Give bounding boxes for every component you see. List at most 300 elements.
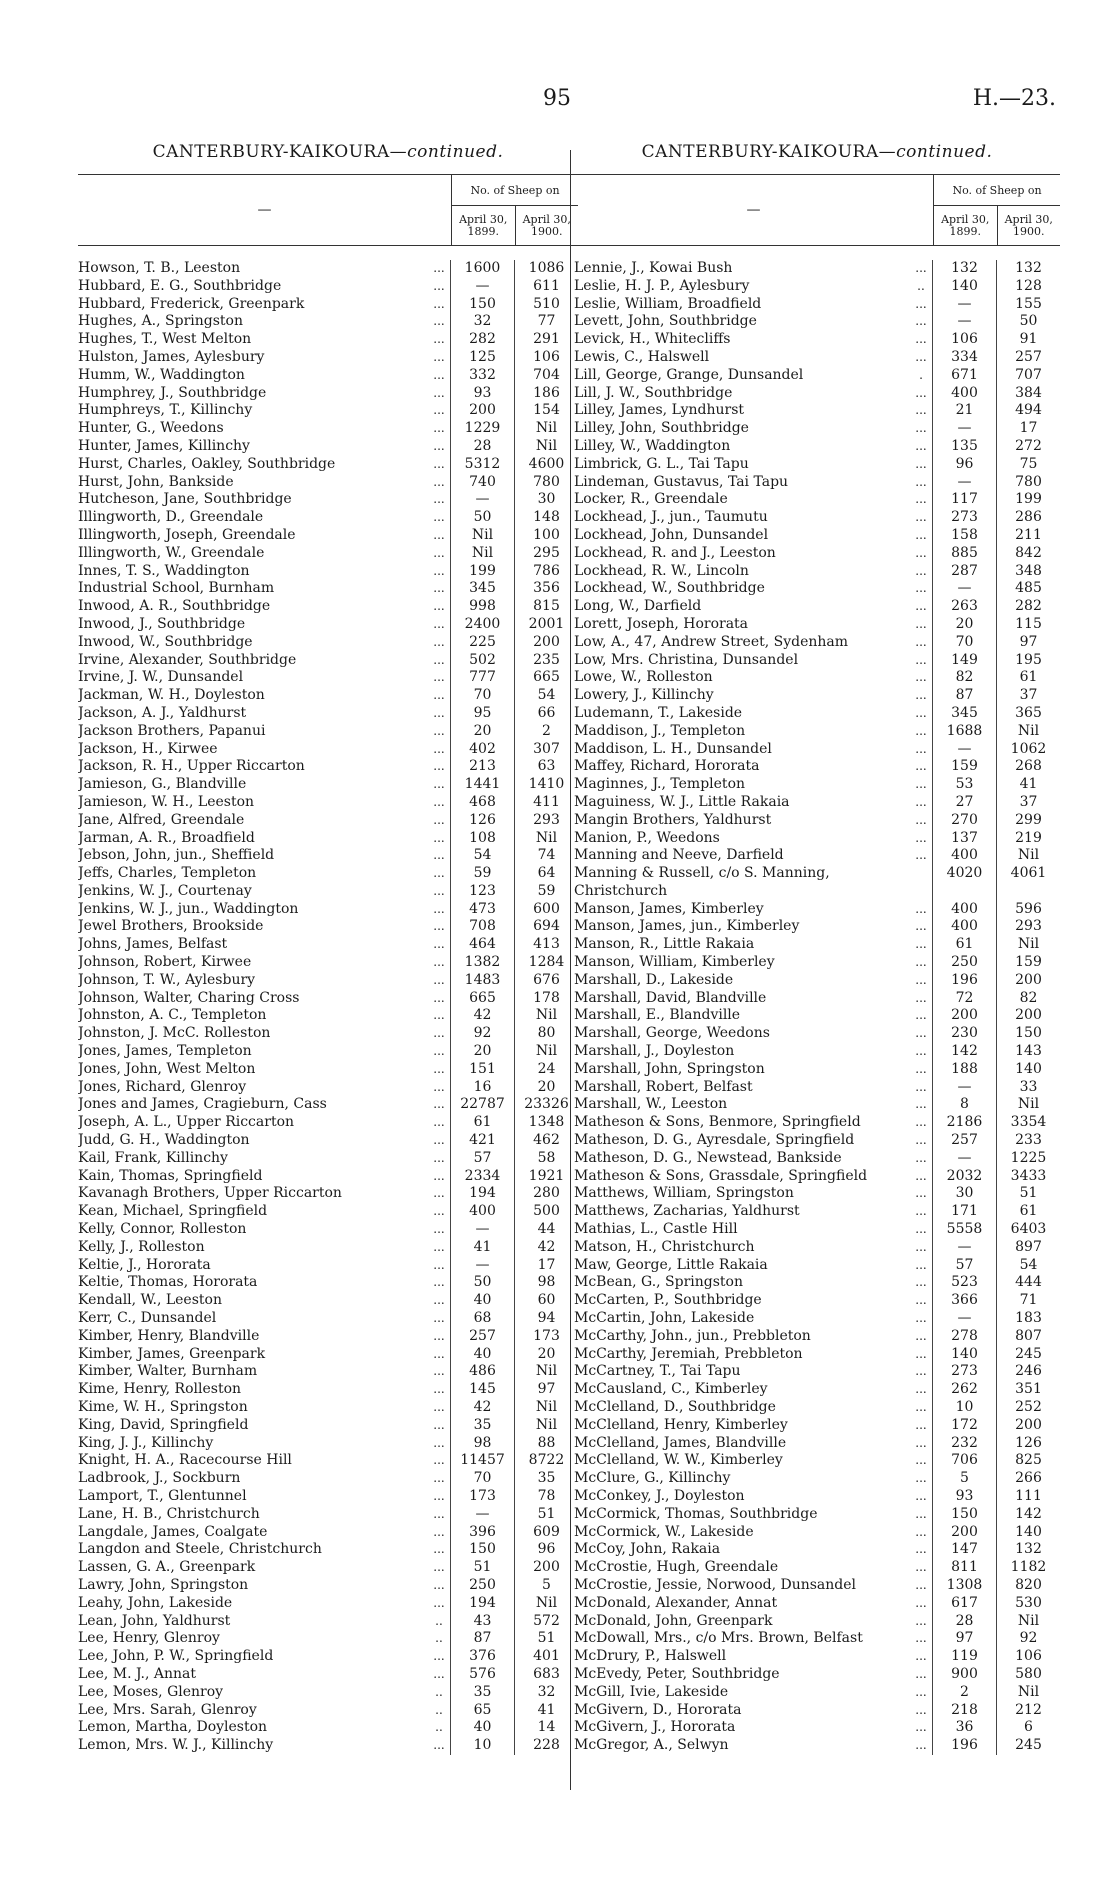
table-row xyxy=(574,1648,1060,1666)
sheep-1900: 211 xyxy=(996,527,1060,545)
sheep-1900: 150 xyxy=(996,1025,1060,1043)
sheep-1900: 37 xyxy=(996,687,1060,705)
owner-name-text: Kavanagh Brothers, Upper Riccarton xyxy=(78,1185,342,1202)
owner-name xyxy=(574,527,910,545)
table-row xyxy=(78,1061,578,1079)
owner-name xyxy=(78,1595,428,1613)
leader-dots: ... xyxy=(915,1008,927,1023)
table-row xyxy=(78,687,578,705)
owner-name xyxy=(574,349,910,367)
table-row xyxy=(78,491,578,509)
sheep-1899: 150 xyxy=(450,296,514,314)
sheep-1900: 233 xyxy=(996,1132,1060,1150)
sheep-1899: 1229 xyxy=(450,420,514,438)
sheep-1900: 596 xyxy=(996,901,1060,919)
leader-dots: ... xyxy=(915,1364,927,1379)
sheep-1899: 1308 xyxy=(932,1577,996,1595)
owner-name-text: Humm, W., Waddington xyxy=(78,366,245,383)
leader-dots: ... xyxy=(433,314,445,329)
table-row xyxy=(574,830,1060,848)
table-row xyxy=(78,883,578,901)
table-row xyxy=(574,865,1060,901)
left-header-1899: April 30, 1899. xyxy=(459,212,508,238)
sheep-1900: Nil xyxy=(514,438,578,456)
sheep-1899: 400 xyxy=(932,385,996,403)
owner-name-text: McEvedy, Peter, Southbridge xyxy=(574,1665,780,1682)
owner-name xyxy=(574,1274,910,1292)
table-row xyxy=(574,1506,1060,1524)
sheep-1899: 57 xyxy=(932,1257,996,1275)
sheep-1900: Nil xyxy=(514,1043,578,1061)
leader-dots: ... xyxy=(433,1275,445,1290)
leader-dots: ... xyxy=(915,1026,927,1041)
table-row xyxy=(574,776,1060,794)
sheep-1899: 158 xyxy=(932,527,996,545)
owner-name-text: Hughes, T., West Melton xyxy=(78,331,252,348)
table-row xyxy=(78,1470,578,1488)
table-row xyxy=(78,1114,578,1132)
leader-dots: ... xyxy=(915,474,927,489)
sheep-1899: — xyxy=(932,313,996,331)
sheep-1900: Nil xyxy=(996,847,1060,865)
leader-dots: ... xyxy=(915,1560,927,1575)
owner-name-text: McConkey, J., Doyleston xyxy=(574,1487,745,1504)
owner-name-text: Kain, Thomas, Springfield xyxy=(78,1167,263,1184)
table-row xyxy=(78,1096,578,1114)
sheep-1900: 14 xyxy=(514,1719,578,1737)
sheep-1899: — xyxy=(932,741,996,759)
owner-name xyxy=(574,758,910,776)
table-row xyxy=(574,313,1060,331)
owner-name xyxy=(78,313,428,331)
owner-name-text: Lemon, Mrs. W. J., Killinchy xyxy=(78,1737,274,1754)
leader-dots: ... xyxy=(433,1097,445,1112)
owner-name-text: Jane, Alfred, Greendale xyxy=(78,811,245,828)
owner-name xyxy=(78,1132,428,1150)
sheep-1899: 28 xyxy=(932,1613,996,1631)
sheep-1899: — xyxy=(450,491,514,509)
table-row xyxy=(574,438,1060,456)
page-number: 95 xyxy=(543,86,571,111)
owner-name-text: Kelly, J., Rolleston xyxy=(78,1238,205,1255)
sheep-1900: Nil xyxy=(996,723,1060,741)
owner-name-text: Lilley, James, Lyndhurst xyxy=(574,402,745,419)
leader-dots: ... xyxy=(433,563,445,578)
table-row xyxy=(574,1524,1060,1542)
owner-name-text: Kimber, Henry, Blandville xyxy=(78,1327,260,1344)
owner-name-text: Kime, Henry, Rolleston xyxy=(78,1381,242,1398)
sheep-1900: 780 xyxy=(514,474,578,492)
sheep-1899: 32 xyxy=(450,313,514,331)
table-row xyxy=(78,954,578,972)
sheep-1899: 402 xyxy=(450,741,514,759)
sheep-1899: 150 xyxy=(932,1506,996,1524)
owner-name-text: McCartney, T., Tai Tapu xyxy=(574,1363,741,1380)
sheep-1900: 572 xyxy=(514,1613,578,1631)
sheep-1899: 5 xyxy=(932,1470,996,1488)
sheep-1900: 64 xyxy=(514,865,578,883)
sheep-1900: 33 xyxy=(996,1079,1060,1097)
owner-name xyxy=(78,1239,428,1257)
owner-name xyxy=(574,954,910,972)
leader-dots: ... xyxy=(915,1186,927,1201)
owner-name xyxy=(78,545,428,563)
table-row xyxy=(78,794,578,812)
owner-name-text: Lill, J. W., Southbridge xyxy=(574,384,733,401)
table-row xyxy=(78,580,578,598)
owner-name xyxy=(78,1737,428,1755)
owner-name-text: McClure, G., Killinchy xyxy=(574,1470,731,1487)
table-row xyxy=(574,1435,1060,1453)
table-row xyxy=(78,1292,578,1310)
table-row xyxy=(78,1346,578,1364)
sheep-1899: 10 xyxy=(450,1737,514,1755)
sheep-1900: 200 xyxy=(996,1417,1060,1435)
owner-name xyxy=(574,794,910,812)
sheep-1900: 1182 xyxy=(996,1559,1060,1577)
table-row xyxy=(574,1328,1060,1346)
leader-dots: ... xyxy=(915,314,927,329)
owner-name-text: Jamieson, W. H., Leeston xyxy=(78,793,255,810)
owner-name-text: Innes, T. S., Waddington xyxy=(78,562,250,579)
sheep-1900: 280 xyxy=(514,1185,578,1203)
sheep-1899: 150 xyxy=(450,1541,514,1559)
sheep-1899: 2 xyxy=(932,1684,996,1702)
owner-name xyxy=(78,1435,428,1453)
sheep-1899: 92 xyxy=(450,1025,514,1043)
owner-name xyxy=(574,1168,910,1186)
owner-name xyxy=(574,509,910,527)
leader-dots: ... xyxy=(915,599,927,614)
owner-name-text: Manion, P., Weedons xyxy=(574,829,720,846)
leader-dots: ... xyxy=(915,1150,927,1165)
sheep-1900: 200 xyxy=(996,972,1060,990)
owner-name xyxy=(574,936,910,954)
owner-name xyxy=(78,1096,428,1114)
owner-name xyxy=(78,1168,428,1186)
leader-dots: ... xyxy=(915,1702,927,1717)
owner-name xyxy=(78,563,428,581)
sheep-1899: 117 xyxy=(932,491,996,509)
sheep-1900: 142 xyxy=(996,1506,1060,1524)
owner-name-text: McCartin, John, Lakeside xyxy=(574,1310,755,1327)
sheep-1899: 42 xyxy=(450,1399,514,1417)
owner-name-text: Jamieson, G., Blandville xyxy=(78,776,247,793)
owner-name-text: Lowe, W., Rolleston xyxy=(574,669,713,686)
sheep-1900: 4600 xyxy=(514,456,578,474)
leader-dots: ... xyxy=(433,1115,445,1130)
leader-dots: ... xyxy=(433,1061,445,1076)
owner-name xyxy=(574,812,910,830)
owner-name xyxy=(78,1399,428,1417)
sheep-1900: 35 xyxy=(514,1470,578,1488)
sheep-1900: 59 xyxy=(514,883,578,901)
left-title-suffix: —continued. xyxy=(389,142,504,162)
table-row xyxy=(574,1168,1060,1186)
sheep-1899: 464 xyxy=(450,936,514,954)
sheep-1900: 245 xyxy=(996,1346,1060,1364)
sheep-1899: 250 xyxy=(450,1577,514,1595)
owner-name-text: Long, W., Darfield xyxy=(574,598,702,615)
table-row xyxy=(78,776,578,794)
owner-name-text: McCarten, P., Southbridge xyxy=(574,1292,762,1309)
sheep-1899: 40 xyxy=(450,1719,514,1737)
leader-dots: ... xyxy=(915,1435,927,1450)
owner-name xyxy=(78,385,428,403)
table-row xyxy=(574,1613,1060,1631)
owner-name-text: McCormick, W., Lakeside xyxy=(574,1523,754,1540)
leader-dots: ... xyxy=(915,1453,927,1468)
sheep-1899: 93 xyxy=(450,385,514,403)
leader-dots: ... xyxy=(433,1738,445,1753)
sheep-1900: Nil xyxy=(514,1417,578,1435)
table-row xyxy=(574,1096,1060,1114)
sheep-1899: 149 xyxy=(932,652,996,670)
owner-name-text: Lindeman, Gustavus, Tai Tapu xyxy=(574,473,789,490)
table-row xyxy=(78,830,578,848)
leader-dots: ... xyxy=(433,1542,445,1557)
table-row xyxy=(78,420,578,438)
sheep-1900: 78 xyxy=(514,1488,578,1506)
table-row xyxy=(78,723,578,741)
sheep-1900: 42 xyxy=(514,1239,578,1257)
table-row xyxy=(78,509,578,527)
table-row xyxy=(78,1577,578,1595)
sheep-1899: 2186 xyxy=(932,1114,996,1132)
sheep-1899: 225 xyxy=(450,634,514,652)
sheep-1899: 706 xyxy=(932,1452,996,1470)
table-row xyxy=(574,901,1060,919)
owner-name-text: Jeffs, Charles, Templeton xyxy=(78,865,257,882)
sheep-1900: 51 xyxy=(514,1630,578,1648)
owner-name-text: Irvine, Alexander, Southbridge xyxy=(78,651,297,668)
sheep-1900: 97 xyxy=(996,634,1060,652)
sheep-1900: 600 xyxy=(514,901,578,919)
owner-name-text: Maginnes, J., Templeton xyxy=(574,776,746,793)
left-title-text: CANTERBURY-KAIKOURA xyxy=(152,142,390,162)
sheep-1900: 80 xyxy=(514,1025,578,1043)
table-row xyxy=(78,1452,578,1470)
table-row xyxy=(78,1648,578,1666)
table-row xyxy=(574,598,1060,616)
table-row xyxy=(574,563,1060,581)
sheep-1899: 145 xyxy=(450,1381,514,1399)
sheep-1899: 106 xyxy=(932,331,996,349)
sheep-1899: 35 xyxy=(450,1417,514,1435)
sheep-1899: — xyxy=(450,1257,514,1275)
table-row xyxy=(574,741,1060,759)
sheep-1900: 1225 xyxy=(996,1150,1060,1168)
table-row xyxy=(574,474,1060,492)
owner-name xyxy=(574,1257,910,1275)
table-row xyxy=(574,758,1060,776)
table-row xyxy=(574,634,1060,652)
owner-name xyxy=(78,402,428,420)
table-row xyxy=(574,1719,1060,1737)
owner-name-text: Manson, R., Little Rakaia xyxy=(574,936,755,953)
sheep-1899: 502 xyxy=(450,652,514,670)
owner-name-text: McGivern, J., Hororata xyxy=(574,1719,736,1736)
sheep-1900: 155 xyxy=(996,296,1060,314)
sheep-1900: 96 xyxy=(514,1541,578,1559)
sheep-1899: 20 xyxy=(450,1043,514,1061)
left-sheep-header xyxy=(451,175,578,245)
sheep-1899: 147 xyxy=(932,1541,996,1559)
left-column-title xyxy=(78,142,578,162)
owner-name-text: Jebson, John, jun., Sheffield xyxy=(78,847,275,864)
sheep-1899: 200 xyxy=(932,1524,996,1542)
owner-name-text: Joseph, A. L., Upper Riccarton xyxy=(78,1114,295,1131)
sheep-1900: 1062 xyxy=(996,741,1060,759)
owner-name-text: Johns, James, Belfast xyxy=(78,936,228,953)
sheep-1900: 293 xyxy=(514,812,578,830)
leader-dots: .. xyxy=(435,1613,443,1628)
leader-dots xyxy=(910,865,932,901)
leader-dots: ... xyxy=(915,563,927,578)
table-row xyxy=(78,990,578,1008)
owner-name-text: Matheson & Sons, Grassdale, Springfield xyxy=(574,1167,868,1184)
owner-name-text: Manson, James, jun., Kimberley xyxy=(574,918,800,935)
owner-name xyxy=(574,776,910,794)
owner-name-text: Lee, Henry, Glenroy xyxy=(78,1630,220,1647)
owner-name xyxy=(78,1114,428,1132)
owner-name-text: McBean, G., Springston xyxy=(574,1274,744,1291)
sheep-1900: 365 xyxy=(996,705,1060,723)
owner-name-text: Maddison, J., Templeton xyxy=(574,722,746,739)
owner-name-text: Lane, H. B., Christchurch xyxy=(78,1505,260,1522)
owner-name xyxy=(574,1292,910,1310)
sheep-1899: 270 xyxy=(932,812,996,830)
owner-name xyxy=(78,1363,428,1381)
owner-name xyxy=(78,1630,428,1648)
owner-name xyxy=(574,1524,910,1542)
sheep-1900: 106 xyxy=(996,1648,1060,1666)
owner-name-text: Jenkins, W. J., Courtenay xyxy=(78,882,252,899)
owner-name-text: Matthews, William, Springston xyxy=(574,1185,794,1202)
table-row xyxy=(574,1630,1060,1648)
sheep-1900: 462 xyxy=(514,1132,578,1150)
sheep-1900: Nil xyxy=(996,1096,1060,1114)
table-row xyxy=(574,1025,1060,1043)
owner-name-text: Jones and James, Cragieburn, Cass xyxy=(78,1096,327,1113)
sheep-1900: 8722 xyxy=(514,1452,578,1470)
owner-name-text: McClelland, D., Southbridge xyxy=(574,1399,776,1415)
owner-name-text: Lee, Moses, Glenroy xyxy=(78,1683,224,1700)
left-table-body xyxy=(78,260,578,1755)
leader-dots: ... xyxy=(915,901,927,916)
sheep-1900: 6403 xyxy=(996,1221,1060,1239)
owner-name-text: McDrury, P., Halswell xyxy=(574,1648,727,1665)
owner-name xyxy=(574,652,910,670)
table-row xyxy=(574,527,1060,545)
sheep-1899: 400 xyxy=(932,847,996,865)
sheep-1899: 400 xyxy=(932,901,996,919)
leader-dots: ... xyxy=(915,990,927,1005)
leader-dots: ... xyxy=(915,1613,927,1628)
table-row xyxy=(78,918,578,936)
sheep-1900: 92 xyxy=(996,1630,1060,1648)
sheep-1899: 28 xyxy=(450,438,514,456)
leader-dots: ... xyxy=(433,919,445,934)
owner-name-text: King, J. J., Killinchy xyxy=(78,1434,214,1451)
owner-name xyxy=(574,1470,910,1488)
sheep-1899: 196 xyxy=(932,972,996,990)
sheep-1900: 51 xyxy=(996,1185,1060,1203)
owner-name-text: Keltie, Thomas, Hororata xyxy=(78,1274,258,1291)
owner-name xyxy=(78,741,428,759)
leader-dots: ... xyxy=(915,759,927,774)
table-row xyxy=(574,296,1060,314)
owner-name xyxy=(574,1648,910,1666)
sheep-1899: — xyxy=(932,296,996,314)
leader-dots: ... xyxy=(915,1222,927,1237)
sheep-1899: 151 xyxy=(450,1061,514,1079)
leader-dots: ... xyxy=(915,1311,927,1326)
owner-name-text: Marshall, John, Springston xyxy=(574,1060,765,1077)
owner-name xyxy=(78,367,428,385)
sheep-1899: 5558 xyxy=(932,1221,996,1239)
sheep-1899: 278 xyxy=(932,1328,996,1346)
owner-name-text: McCarthy, John., jun., Prebbleton xyxy=(574,1327,811,1344)
owner-name-text: Hurst, Charles, Oakley, Southbridge xyxy=(78,455,336,472)
sheep-1899: 137 xyxy=(932,830,996,848)
owner-name-text: Jackson Brothers, Papanui xyxy=(78,722,266,739)
owner-name xyxy=(78,705,428,723)
sheep-1899: 282 xyxy=(450,331,514,349)
sheep-1899: 50 xyxy=(450,1274,514,1292)
table-row xyxy=(574,491,1060,509)
sheep-1900: 178 xyxy=(514,990,578,1008)
table-row xyxy=(78,1737,578,1755)
leader-dots: ... xyxy=(433,1186,445,1201)
sheep-1900: 411 xyxy=(514,794,578,812)
owner-name-text: Jones, John, West Melton xyxy=(78,1060,256,1077)
leader-dots: ... xyxy=(915,296,927,311)
leader-dots: ... xyxy=(915,349,927,364)
owner-name xyxy=(574,1007,910,1025)
sheep-1899: 171 xyxy=(932,1203,996,1221)
owner-name-text: Limbrick, G. L., Tai Tapu xyxy=(574,455,749,472)
table-row xyxy=(574,1221,1060,1239)
right-sheep-header xyxy=(933,175,1060,245)
leader-dots: ... xyxy=(915,510,927,525)
sheep-1900: Nil xyxy=(996,936,1060,954)
leader-dots: ... xyxy=(915,652,927,667)
owner-name-text: Marshall, E., Blandville xyxy=(574,1007,741,1024)
owner-name xyxy=(574,1506,910,1524)
table-row xyxy=(78,402,578,420)
leader-dots: ... xyxy=(915,1417,927,1432)
leader-dots: ... xyxy=(433,1471,445,1486)
owner-name-text: McCarthy, Jeremiah, Prebbleton xyxy=(574,1345,803,1362)
table-row xyxy=(574,456,1060,474)
table-row xyxy=(78,313,578,331)
sheep-1899: 87 xyxy=(450,1630,514,1648)
leader-dots: ... xyxy=(433,1400,445,1414)
owner-name-text: Lee, John, P. W., Springfield xyxy=(78,1648,274,1665)
leader-dots: ... xyxy=(433,812,445,827)
table-row xyxy=(574,652,1060,670)
table-row xyxy=(574,1577,1060,1595)
owner-name xyxy=(574,865,910,901)
sheep-1900: Nil xyxy=(514,830,578,848)
sheep-1900: 77 xyxy=(514,313,578,331)
sheep-1899: 95 xyxy=(450,705,514,723)
sheep-1899: — xyxy=(932,474,996,492)
sheep-1900: 173 xyxy=(514,1328,578,1346)
sheep-1900: 707 xyxy=(996,367,1060,385)
table-row xyxy=(78,1524,578,1542)
